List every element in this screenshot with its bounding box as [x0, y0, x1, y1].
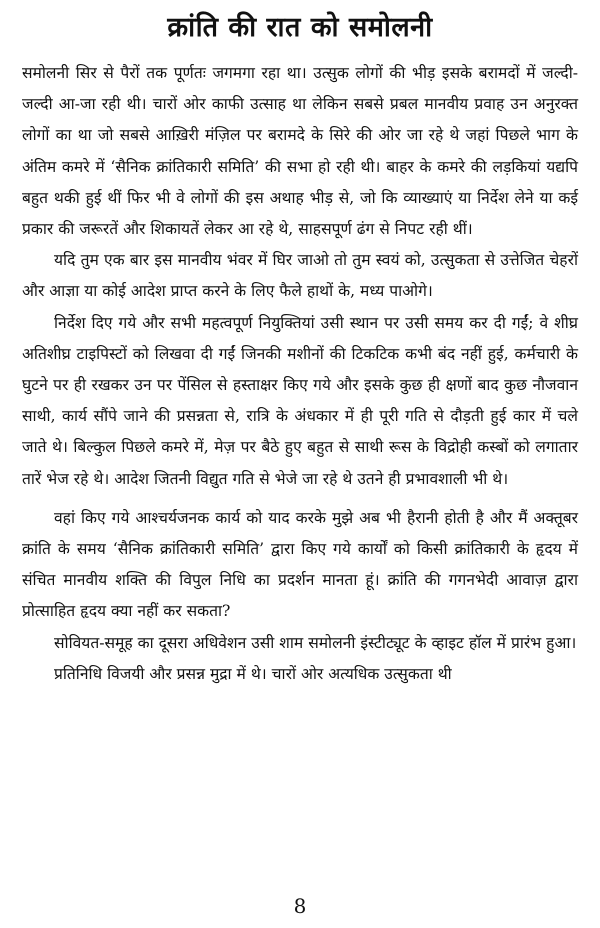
paragraph-3: निर्देश दिए गये और सभी महत्वपूर्ण नियुक्तियां उसी स्थान पर उसी समय कर दी गईं; वे शीघ्र अतिशीघ्र टाइपिस्टों को लिखवा दी गईं जिनकी मशीनों की टिकटिक कभी बंद नहीं हुई, कर्मचारी के घुटने पर ही रखकर उन पर पेंसिल से हस्ताक्षर किए गये और इसके कुछ ही क्षणों बाद कुछ नौजवान साथी, कार्य सौंपे जाने की प्रसन्नता से, रात्रि के अंधकार में ही पूरी गति से दौड़ती हुई कार में चले जाते थे। बिल्कुल पिछले कमरे में, मेज़ पर बैठे हुए बहुत से साथी रूस के विद्रोही कस्बों को लगातार तारें भेज रहे थे। आदेश जितनी विद्युत गति से भेजे जा रहे थे उतने ही प्रभावशाली भी थे। [22, 313, 578, 488]
chapter-title: क्रांति की रात को समोलनी [167, 12, 433, 43]
body-text [22, 58, 578, 690]
paragraph-1: समोलनी सिर से पैरों तक पूर्णतः जगमगा रहा था। उत्सुक लोगों की भीड़ इसके बरामदों में जल्दी-जल्दी आ-जा रही थी। चारों ओर काफी उत्साह था लेकिन सबसे प्रबल मानवीय प्रवाह उन अनुरक्त लोगों का था जो सबसे आख़िरी मंज़िल पर बरामदे के सिरे की ओर जा रहे थे जहां पिछले भाग के अंतिम कमरे में ‘सैनिक क्रांतिकारी समिति’ की सभा हो रही थी। बाहर के कमरे की लड़कियां यद्यपि बहुत थकी हुई थीं फिर भी वे लोगों की इस अथाह भीड़ से, जो कि व्याख्याएं या निर्देश लेने या कई प्रकार की जरूरतें और शिकायतें लेकर आ रहे थे, साहसपूर्ण ढंग से निपट रही थीं। [22, 64, 578, 239]
page-number: 8 [293, 894, 307, 918]
paragraph-6: प्रतिनिधि विजयी और प्रसन्न मुद्रा में थे। चारों ओर अत्यधिक उत्सुकता थी [54, 664, 452, 683]
paragraph-5: सोवियत-समूह का दूसरा अधिवेशन उसी शाम समोलनी इंस्टीट्यूट के व्हाइट हॉल में प्रारंभ हुआ। [54, 633, 577, 652]
paragraph-4: वहां किए गये आश्चर्यजनक कार्य को याद करके मुझे अब भी हैरानी होती है और मैं अक्तूबर क्रांति के समय ‘सैनिक क्रांतिकारी समिति’ द्वारा किए गये कार्यों को किसी क्रांतिकारी के हृदय में संचित मानवीय शक्ति की विपुल निधि का प्रदर्शन मानता हूं। क्रांति की गगनभेदी आवाज़ द्वारा प्रोत्साहित हृदय क्या नहीं कर सकता? [22, 508, 578, 621]
paragraph-2: यदि तुम एक बार इस मानवीय भंवर में घिर जाओ तो तुम स्वयं को, उत्सुकता से उत्तेजित चेहरों और आज्ञा या कोई आदेश प्राप्त करने के लिए फैले हाथों के, मध्य पाओगे। [22, 251, 578, 301]
